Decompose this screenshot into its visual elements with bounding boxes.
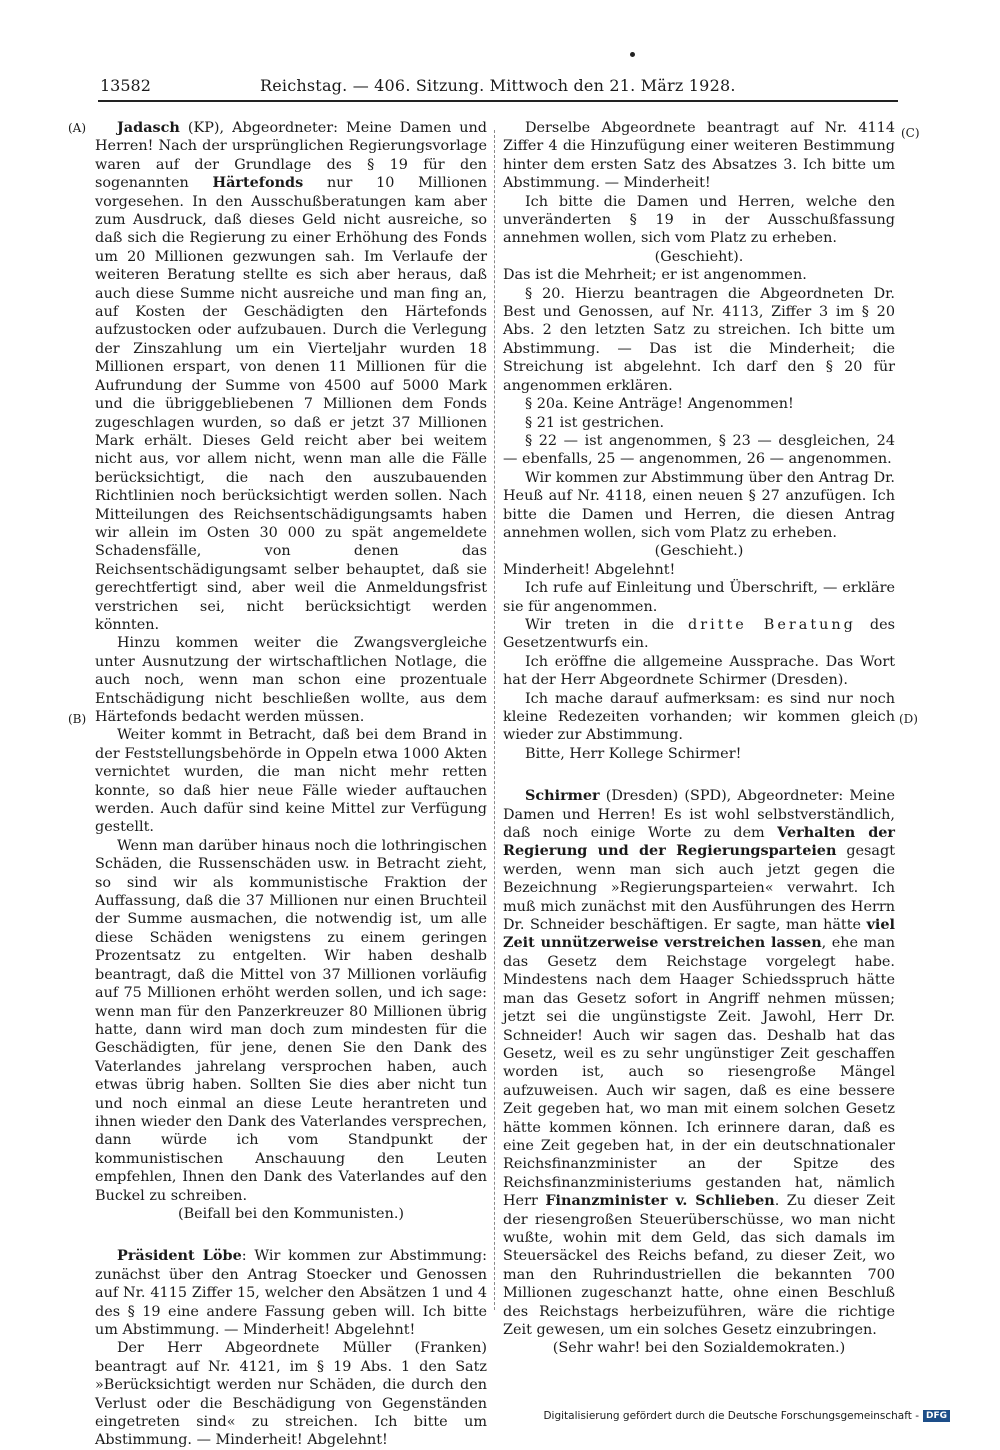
dfg-logo: DFG bbox=[923, 1410, 950, 1422]
left-column bbox=[95, 119, 487, 1450]
header-rule bbox=[98, 100, 898, 102]
running-title: Reichstag. — 406. Sitzung. Mittwoch den 21. März 1928. bbox=[260, 76, 736, 95]
margin-marker-c: (C) bbox=[901, 126, 920, 140]
page-header bbox=[100, 72, 900, 100]
margin-marker-d: (D) bbox=[899, 712, 918, 726]
column-divider bbox=[494, 130, 495, 1310]
paragraph-text: des Gesetzentwurfs ein. bbox=[503, 616, 895, 652]
page-number: 13582 bbox=[100, 76, 151, 95]
speech-jadasch bbox=[95, 119, 487, 634]
footer-text: Digitalisierung gefördert durch die Deutsche Forschungsgemeinschaft - bbox=[543, 1410, 919, 1422]
emphasis-text: Härtefonds bbox=[212, 174, 304, 192]
speaker-name: Schirmer bbox=[525, 787, 600, 805]
stage-direction: (Geschieht). bbox=[654, 248, 744, 265]
speech-schirmer bbox=[503, 787, 895, 1339]
paragraph-text: Wir treten in die bbox=[525, 616, 688, 633]
paragraph: Hinzu kommen weiter die Zwangsvergleiche unter Ausnutzung der wirtschaftlichen Notlage, die auch noch, wenn man schon eine prozentuale Entschädigung nicht beschließen wollte, aus dem Härtefonds bedacht werden müssen. bbox=[95, 635, 487, 725]
paragraph: § 21 ist gestrichen. bbox=[525, 414, 665, 431]
paragraph: Ich eröffne die allgemeine Aussprache. Das Wort hat der Herr Abgeordnete Schirmer (Dresden). bbox=[503, 653, 895, 689]
stage-direction: (Beifall bei den Kommunisten.) bbox=[177, 1205, 405, 1222]
paragraph: Weiter kommt in Betracht, daß bei dem Brand in der Feststellungsbehörde in Oppeln etwa 1000 Akten vernichtet wurden, die man nicht mehr retten konnte, so daß hier neue Fälle wieder auftauchen werden. Auch dafür sind keine Mittel zur Verfügung gestellt. bbox=[95, 727, 487, 836]
paragraph: Ich mache darauf aufmerksam: es sind nur noch kleine Redezeiten vorhanden; wir kommen gleich wieder zur Abstimmung. bbox=[503, 690, 895, 744]
spaced-emphasis: dritte Beratung bbox=[688, 616, 856, 633]
paragraph: Bitte, Herr Kollege Schirmer! bbox=[525, 745, 742, 762]
paragraph: Minderheit! Abgelehnt! bbox=[503, 561, 676, 578]
margin-marker-a: (A) bbox=[68, 121, 87, 135]
speech-text: : Wir kommen zur Abstimmung: zunächst über den Antrag Stoecker und Genossen auf Nr. 4115 Ziffer 15, welcher den Absätzen 1 und 4 des § 19 eine andere Fassung geben will. Ich bitte um Abstimmung. — Minderheit! Abgelehnt! bbox=[95, 1248, 487, 1338]
speech-text: . Zu dieser Zeit der riesengroßen Steuerüberschüsse, wo man nicht wußte, wohin mit dem Geld, das sich damals im Steuersäckel des Reichs befand, zu dieser Zeit, wo man den Ruhrindustriellen die bekannten 700 Millionen zugeschanzt hatte, ohne einen Beschluß des Reichstags herbeizuführen, wäre die richtige Zeit gewesen, um ein solches Gesetz einzubringen. bbox=[503, 1193, 895, 1338]
paragraph: Wir kommen zur Abstimmung über den Antrag Dr. Heuß auf Nr. 4118, einen neuen § 27 anzufügen. Ich bitte die Damen und Herren, die diesen Antrag annehmen wollen, sich vom Platz zu erheben. bbox=[503, 469, 895, 541]
speaker-name: Präsident Löbe bbox=[117, 1247, 242, 1265]
paragraph: § 20a. Keine Anträge! Angenommen! bbox=[525, 396, 794, 413]
paragraph: Ich rufe auf Einleitung und Überschrift, — erkläre sie für angenommen. bbox=[503, 580, 895, 615]
emphasis-text: Verhalten der Regierung und der Regierungsparteien bbox=[503, 824, 895, 860]
speech-loebe bbox=[95, 1247, 487, 1339]
digitization-footer bbox=[543, 1410, 950, 1422]
stage-direction: (Sehr wahr! bei den Sozialdemokraten.) bbox=[552, 1340, 846, 1357]
paragraph: § 22 — ist angenommen, § 23 — desgleichen, 24 — ebenfalls, 25 — angenommen, 26 — angenommen. bbox=[503, 432, 895, 468]
paragraph: Der Herr Abgeordnete Müller (Franken) beantragt auf Nr. 4121, im § 19 Abs. 1 den Satz »Berücksichtigt werden nur Schäden, die durch den Verlust oder die Beschädigung von Gegenständen eingetreten sind« zu streichen. Ich bitte um Abstimmung. — Minderheit! Abgelehnt! bbox=[95, 1340, 487, 1449]
paragraph: Wenn man darüber hinaus noch die lothringischen Schäden, die Russenschäden usw. in Betracht zieht, so sind wir als kommunistische Fraktion der Auffassung, daß die 37 Millionen nur einen Bruchteil der Summe ausmachen, die notwendig ist, um alle diese Schäden wenigstens zu einem geringen Prozentsatz zu entgelten. Wir haben deshalb beantragt, daß die Mittel von 37 Millionen vorläufig auf 75 Millionen erhöht werden sollen, und ich sage: wenn man für den Panzerkreuzer 80 Millionen übrig hatte, dann wird man doch zum mindesten für die Geschädigten, für jene, denen Sie den Dank des Vaterlandes jahrelang versprochen haben, auch etwas übrig haben. Sollten Sie dies aber nicht tun und noch einmal an diese Leute herantreten und ihnen wieder den Dank des Vaterlandes versprechen, dann würde ich vom Standpunkt der kommunistischen Anschauung den Leuten empfehlen, Ihnen den Dank des Vaterlandes auf den Buckel zu schreiben. bbox=[95, 837, 487, 1204]
paragraph: Ich bitte die Damen und Herren, welche den unveränderten § 19 in der Ausschußfassung annehmen wollen, sich vom Platz zu erheben. bbox=[503, 193, 895, 247]
speech-text: gesagt werden, wenn man sich auch jetzt gegen die Bezeichnung »Regierungsparteien« verwahrt. Ich muß mich zunächst mit den Ausführungen des Herrn Dr. Schneider beschäftigen. Er sagte, man hätte bbox=[503, 843, 896, 934]
speech-text: nur 10 Millionen vorgesehen. In den Ausschußberatungen kam aber zum Ausdruck, daß dieses Geld nicht ausreiche, so daß sich die Regierung zu einer Erhöhung des Fonds um 20 Millionen gezwungen sah. Im Verlaufe der weiteren Beratung stellte es sich aber heraus, daß auch diese Summe nicht ausreiche und man fing an, auf Kosten der Geschädigten den Härtefonds aufzustocken oder aufzubauen. Durch die Verlegung der Zinszahlung um ein Vierteljahr wurden 18 Millionen erspart, von denen 11 Millionen für die Aufrundung der Summe von 4500 auf 5000 Mark und die übriggebliebenen 7 Millionen dem Fonds zugeschlagen wurden, so daß er jetzt 37 Millionen Mark erhält. Dieses Geld reicht aber bei weitem nicht aus, vor allem nicht, wenn man alle die Fälle berücksichtigt, die nach den auszubauenden Richtlinien noch berücksichtigt werden sollen. Nach Mitteilungen des Reichsentschädigungsamts haben wir allein im Osten 30 000 zu spät angemeldete Schadensfälle, von denen das Reichsentschädigungsamt selber behauptet, daß sie gerechtfertigt sind, aber weil die Anmeldungsfrist verstrichen sei, nicht berücksichtigt werden könnten. bbox=[95, 175, 487, 633]
right-column bbox=[503, 119, 895, 1358]
ink-dot bbox=[630, 52, 635, 57]
paragraph: Das ist die Mehrheit; er ist angenommen. bbox=[503, 267, 807, 284]
speech-text: , ehe man das Gesetz dem Reichstage vorgelegt habe. Mindestens nach dem Haager Schiedsspruch hätte man das Gesetz sofort in Angriff nehmen müssen; jetzt sei die ungünstigste Zeit. Jawohl, Herr Dr. Schneider! Auch wir sagen das. Deshalb hat das Gesetz, weil es zu sehr ungünstiger Zeit geschaffen worden ist, auch so riesengroße Mängel aufzuweisen. Auch wir sagen, daß es eine bessere Zeit gegeben hat, wo man mit einem solchen Gesetz hätte kommen können. Ich erinnere daran, daß es eine Zeit gegeben hat, in der ein deutschnationaler Reichsfinanzminister an der Spitze des Reichsfinanzministeriums gestanden hat, nämlich Herr bbox=[503, 935, 895, 1210]
speech-text: (Dresden) (SPD), Abgeordneter: Meine Damen und Herren! Es ist wohl selbstverständlich, daß noch einige Worte zu dem bbox=[503, 788, 895, 842]
paragraph: Derselbe Abgeordnete beantragt auf Nr. 4114 Ziffer 4 die Hinzufügung einer weiteren Bestimmung hinter dem ersten Satz des Absatzes 3. Ich bitte um Abstimmung. — Minderheit! bbox=[503, 120, 895, 192]
paragraph bbox=[503, 616, 895, 653]
speaker-name: Jadasch bbox=[117, 119, 180, 136]
margin-marker-b: (B) bbox=[68, 712, 87, 726]
emphasis-text: viel Zeit unnützerweise verstreichen lassen bbox=[503, 916, 895, 952]
speech-text: (KP), Abgeordneter: Meine Damen und Herren! Nach der ursprünglichen Regierungsvorlage waren auf der Grundlage des § 19 für den sogenannten bbox=[95, 120, 487, 192]
emphasis-text: Finanzminister v. Schlieben bbox=[545, 1192, 775, 1210]
paragraph: § 20. Hierzu beantragen die Abgeordneten Dr. Best und Genossen, auf Nr. 4113, Ziffer 3 im § 20 Abs. 2 den letzten Satz zu streichen. Ich bitte um Abstimmung. — Das ist die Minderheit; die Streichung ist abgelehnt. Ich darf den § 20 für angenommen erklären. bbox=[503, 285, 895, 394]
stage-direction: (Geschieht.) bbox=[654, 543, 744, 560]
